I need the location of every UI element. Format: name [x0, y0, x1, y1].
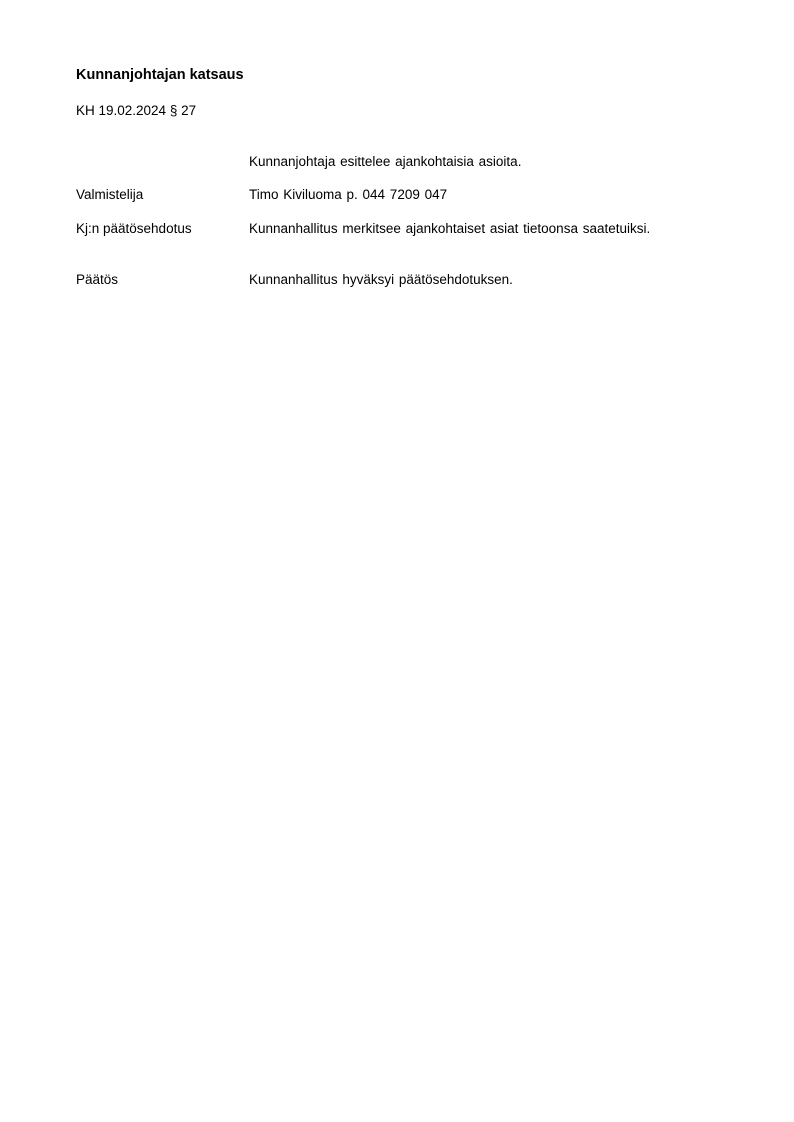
document-title: Kunnanjohtajan katsaus [76, 67, 244, 83]
intro-text: Kunnanjohtaja esittelee ajankohtaisia asioita. [249, 154, 522, 169]
proposal-value: Kunnanhallitus merkitsee ajankohtaiset asiat tietoonsa saatetuiksi. [249, 221, 651, 236]
meeting-reference: KH 19.02.2024 § 27 [76, 103, 197, 118]
preparer-label: Valmistelija [76, 187, 144, 202]
preparer-value: Timo Kiviluoma p. 044 7209 047 [249, 187, 448, 202]
decision-label: Päätös [76, 272, 119, 287]
proposal-label: Kj:n päätösehdotus [76, 221, 192, 236]
decision-value: Kunnanhallitus hyväksyi päätösehdotuksen. [249, 272, 513, 287]
